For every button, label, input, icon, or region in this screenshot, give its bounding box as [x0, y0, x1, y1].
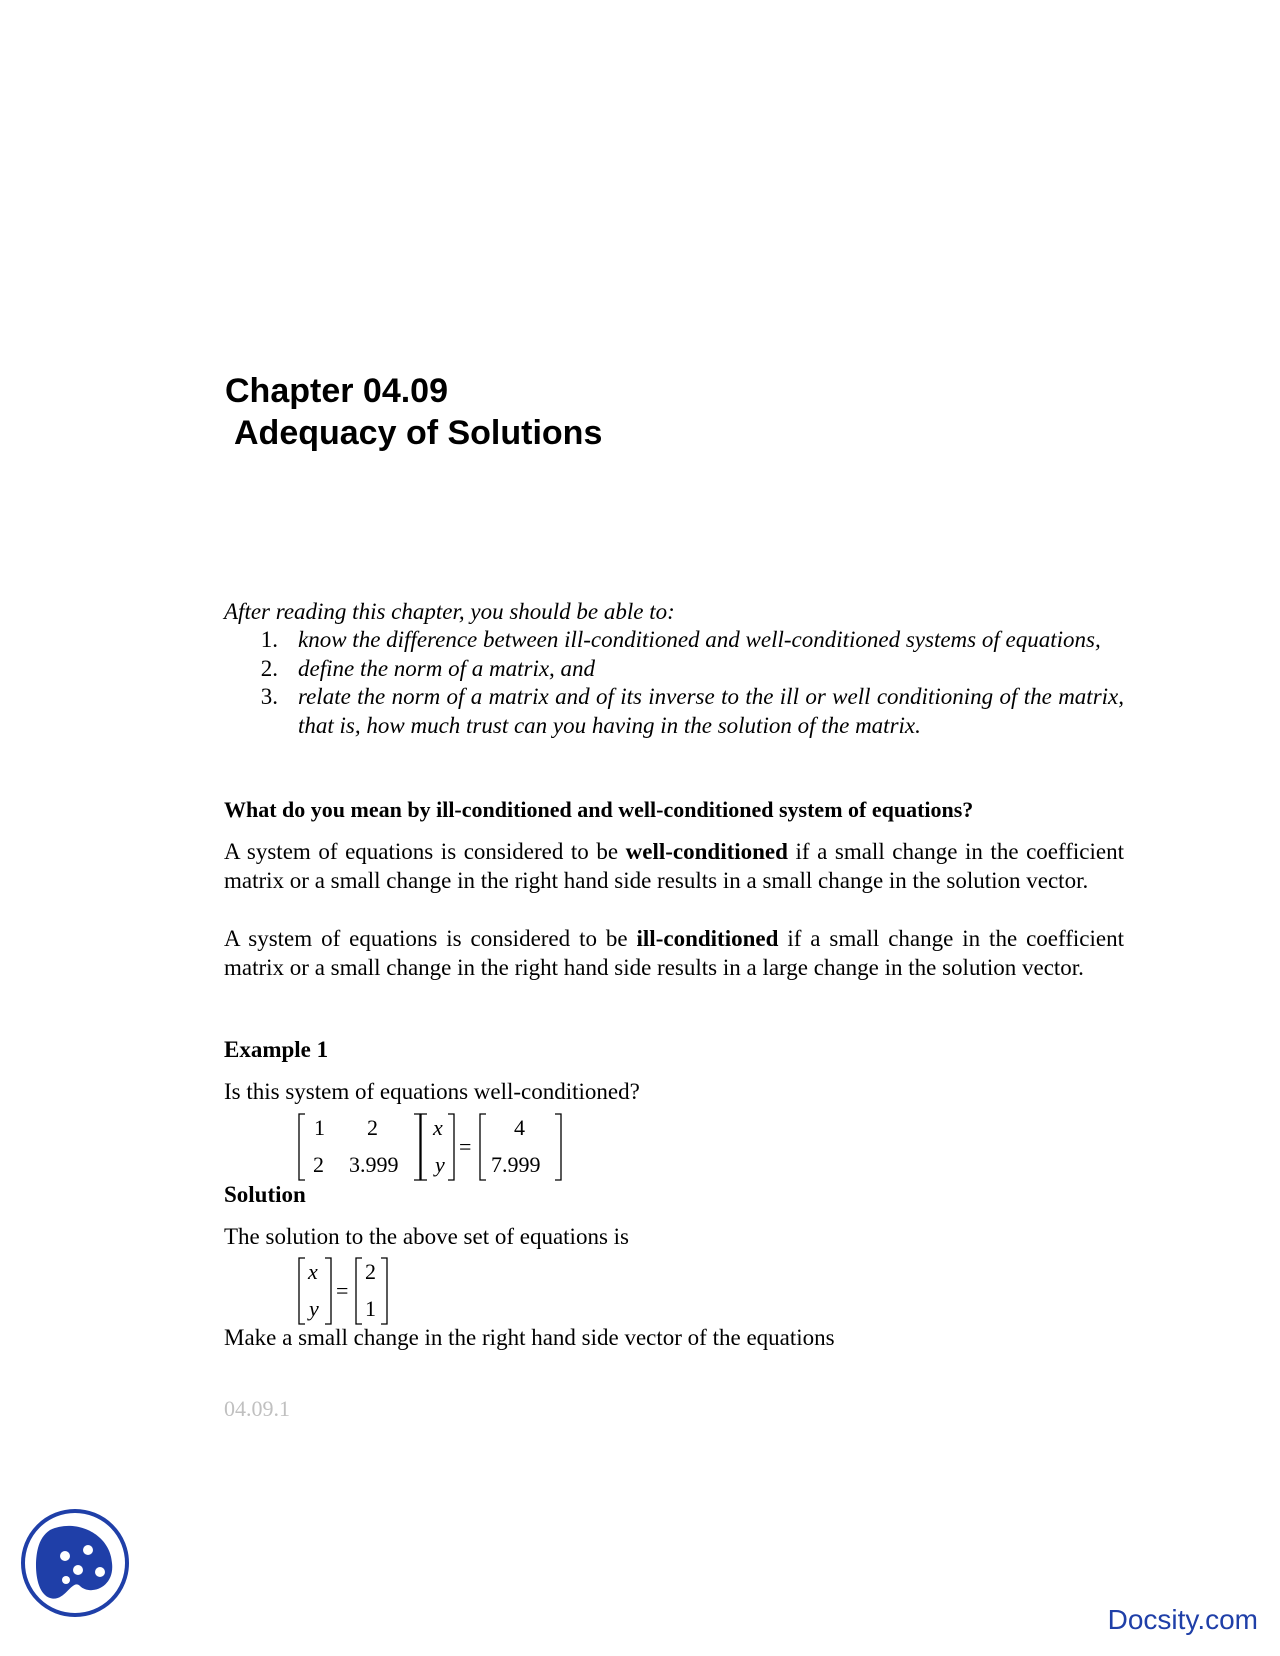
list-item-text: relate the norm of a matrix and of its inverse to the ill or well conditioning of the matrix, that is, how much trust can you having in the solution of the matrix.	[298, 684, 1124, 738]
section-heading: What do you mean by ill-conditioned and well-conditioned system of equations?	[224, 797, 974, 822]
matrix-cell: 3.999	[349, 1152, 399, 1177]
paragraph-text: if a small change in the coefficient matrix or a small change in the right hand side results in a small change in the solution vector.	[224, 839, 1124, 893]
solution-title: Solution	[224, 1182, 306, 1207]
list-item-number: 2.	[260, 655, 278, 681]
solution-text: The solution to the above set of equations is	[224, 1224, 629, 1249]
objectives-intro: After reading this chapter, you should be able to:	[224, 599, 675, 624]
docsity-brand-link[interactable]: Docsity.com	[1107, 1604, 1258, 1635]
matrix-cell: 2	[313, 1152, 324, 1177]
paragraph-well-conditioned	[224, 838, 1124, 895]
list-item	[224, 655, 1124, 684]
matrix-equation	[295, 1110, 575, 1186]
followup-text: Make a small change in the right hand side vector of the equations	[224, 1325, 835, 1350]
bracket-right	[381, 1258, 387, 1324]
bracket-right	[325, 1258, 331, 1324]
term-ill-conditioned: ill-conditioned	[636, 926, 779, 951]
example-question: Is this system of equations well-conditioned?	[224, 1079, 640, 1104]
bracket-right	[448, 1114, 454, 1180]
vector-cell: 4	[514, 1115, 525, 1140]
vector-cell: y	[309, 1296, 319, 1321]
bracket-left	[421, 1114, 427, 1180]
docsity-logo-icon[interactable]	[20, 1508, 130, 1618]
paragraph-text: if a small change in the coefficient matrix or a small change in the right hand side results in a large change in the solution vector.	[224, 926, 1124, 980]
chapter-title: Adequacy of Solutions	[234, 414, 603, 452]
vector-cell: x	[308, 1259, 318, 1284]
paragraph-text: A system of equations is considered to be	[224, 926, 637, 951]
page-number: 04.09.1	[224, 1396, 290, 1421]
matrix-cell: 1	[314, 1115, 325, 1140]
vector-cell: x	[433, 1115, 443, 1140]
paragraph-text: A system of equations is considered to be	[224, 839, 626, 864]
equals-sign: =	[336, 1278, 349, 1303]
vector-cell: y	[435, 1152, 445, 1177]
list-item-number: 3.	[260, 684, 278, 709]
matrix-cell: 2	[367, 1115, 378, 1140]
vector-cell: 1	[365, 1296, 376, 1321]
bracket-left	[480, 1114, 486, 1180]
bracket-left	[299, 1114, 305, 1180]
chapter-number: Chapter 04.09	[225, 372, 448, 410]
vector-cell: 2	[365, 1259, 376, 1284]
paragraph-ill-conditioned	[224, 925, 1124, 982]
term-well-conditioned: well-conditioned	[625, 839, 788, 864]
bracket-right	[414, 1114, 420, 1180]
list-item-text: know the difference between ill-conditioned and well-conditioned systems of equations,	[298, 627, 1101, 652]
objectives-list	[224, 626, 1124, 740]
vector-cell: 7.999	[491, 1152, 541, 1177]
list-item-number: 1.	[260, 627, 278, 652]
example-title: Example 1	[224, 1037, 329, 1062]
bracket-right	[555, 1114, 561, 1180]
equals-sign: =	[459, 1134, 472, 1159]
list-item	[224, 683, 1124, 740]
list-item-text: define the norm of a matrix, and	[298, 655, 596, 681]
solution-equation	[295, 1254, 405, 1330]
bracket-left	[299, 1258, 305, 1324]
bracket-left	[356, 1258, 362, 1324]
list-item	[224, 626, 1124, 655]
